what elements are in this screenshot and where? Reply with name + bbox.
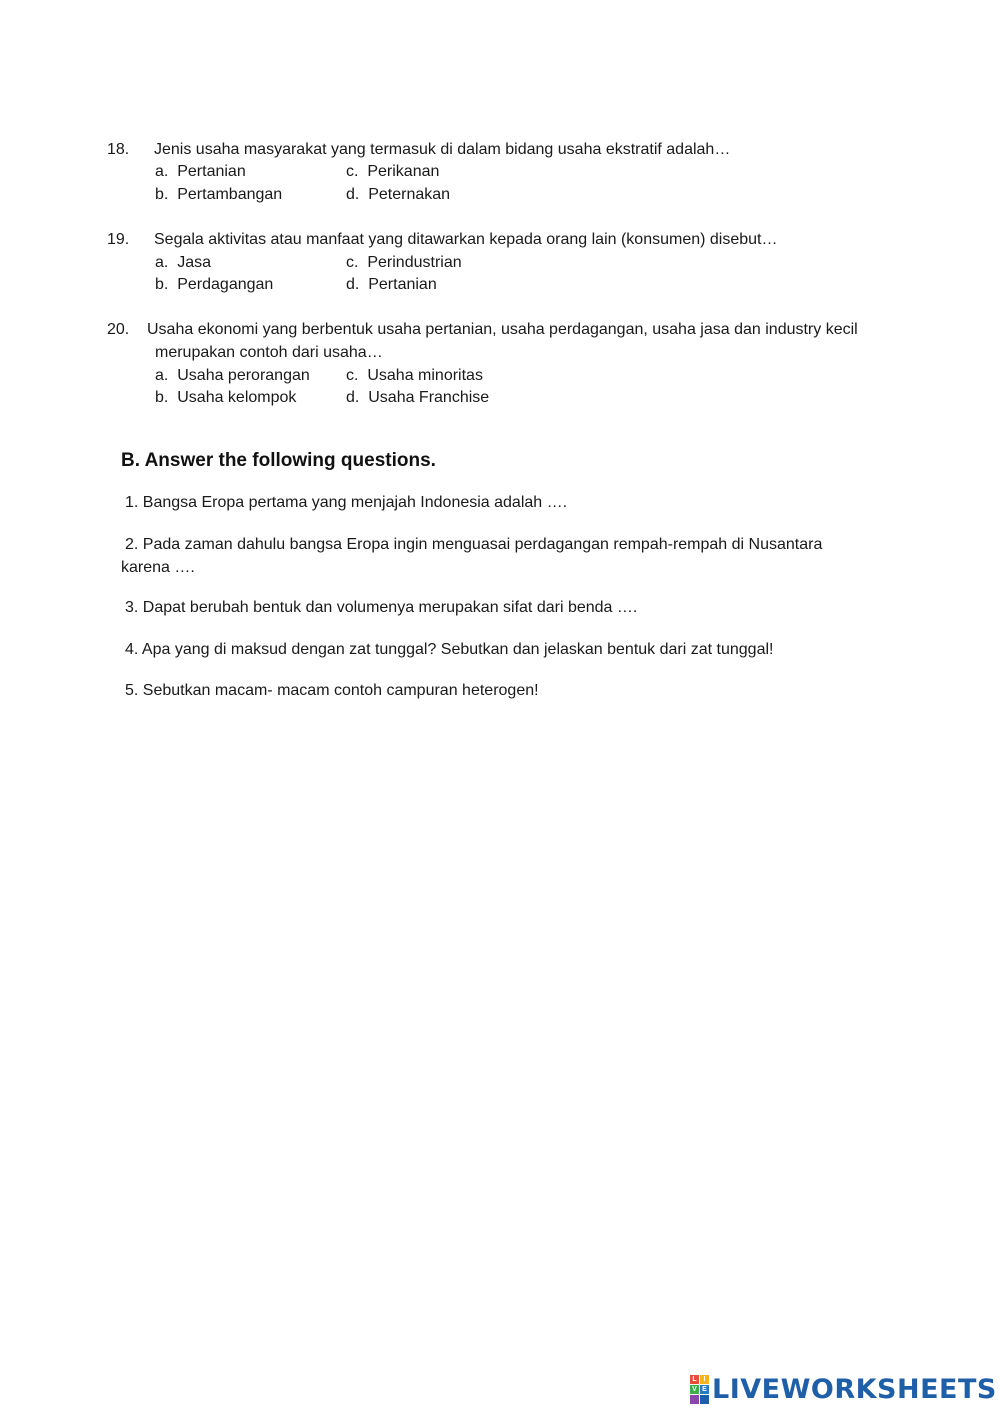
option-b[interactable]: b. Usaha kelompok bbox=[155, 389, 297, 406]
logo-block: E bbox=[700, 1385, 709, 1394]
question-number: 19. bbox=[107, 231, 130, 248]
question-number: 20. bbox=[107, 321, 130, 338]
option-c[interactable]: c. Perikanan bbox=[346, 163, 440, 180]
question-text: Usaha ekonomi yang berbentuk usaha pertanian, usaha perdagangan, usaha jasa dan industry kecil bbox=[147, 321, 858, 338]
question-text: Segala aktivitas atau manfaat yang ditawarkan kepada orang lain (konsumen) disebut… bbox=[154, 231, 778, 248]
option-d[interactable]: d. Usaha Franchise bbox=[346, 389, 490, 406]
logo-block: V bbox=[690, 1385, 699, 1394]
section-b-heading: B. Answer the following questions. bbox=[121, 450, 436, 471]
option-d[interactable]: d. Pertanian bbox=[346, 276, 437, 293]
option-a[interactable]: a. Jasa bbox=[155, 254, 212, 271]
essay-question-4: 4. Apa yang di maksud dengan zat tunggal? Sebutkan dan jelaskan bentuk dari zat tunggal! bbox=[125, 641, 774, 658]
logo-block bbox=[700, 1395, 709, 1404]
logo-blocks-icon bbox=[690, 1375, 709, 1404]
liveworksheets-logo bbox=[690, 1374, 997, 1404]
question-text-continued: merupakan contoh dari usaha… bbox=[155, 344, 383, 361]
logo-block bbox=[690, 1395, 699, 1404]
option-d[interactable]: d. Peternakan bbox=[346, 186, 451, 203]
option-b[interactable]: b. Perdagangan bbox=[155, 276, 274, 293]
essay-question-1: 1. Bangsa Eropa pertama yang menjajah Indonesia adalah …. bbox=[125, 494, 568, 511]
essay-question-2-continued: karena …. bbox=[121, 559, 195, 576]
question-text: Jenis usaha masyarakat yang termasuk di dalam bidang usaha ekstratif adalah… bbox=[154, 141, 731, 158]
option-b[interactable]: b. Pertambangan bbox=[155, 186, 283, 203]
logo-block: L bbox=[690, 1375, 699, 1384]
option-c[interactable]: c. Perindustrian bbox=[346, 254, 462, 271]
essay-question-3: 3. Dapat berubah bentuk dan volumenya merupakan sifat dari benda …. bbox=[125, 599, 638, 616]
option-c[interactable]: c. Usaha minoritas bbox=[346, 367, 483, 384]
option-a[interactable]: a. Usaha perorangan bbox=[155, 367, 310, 384]
option-a[interactable]: a. Pertanian bbox=[155, 163, 246, 180]
logo-block: I bbox=[700, 1375, 709, 1384]
essay-question-5: 5. Sebutkan macam- macam contoh campuran heterogen! bbox=[125, 682, 539, 699]
question-number: 18. bbox=[107, 141, 130, 158]
essay-question-2: 2. Pada zaman dahulu bangsa Eropa ingin menguasai perdagangan rempah-rempah di Nusantara bbox=[125, 536, 823, 553]
brand-name: LIVEWORKSHEETS bbox=[712, 1373, 997, 1405]
